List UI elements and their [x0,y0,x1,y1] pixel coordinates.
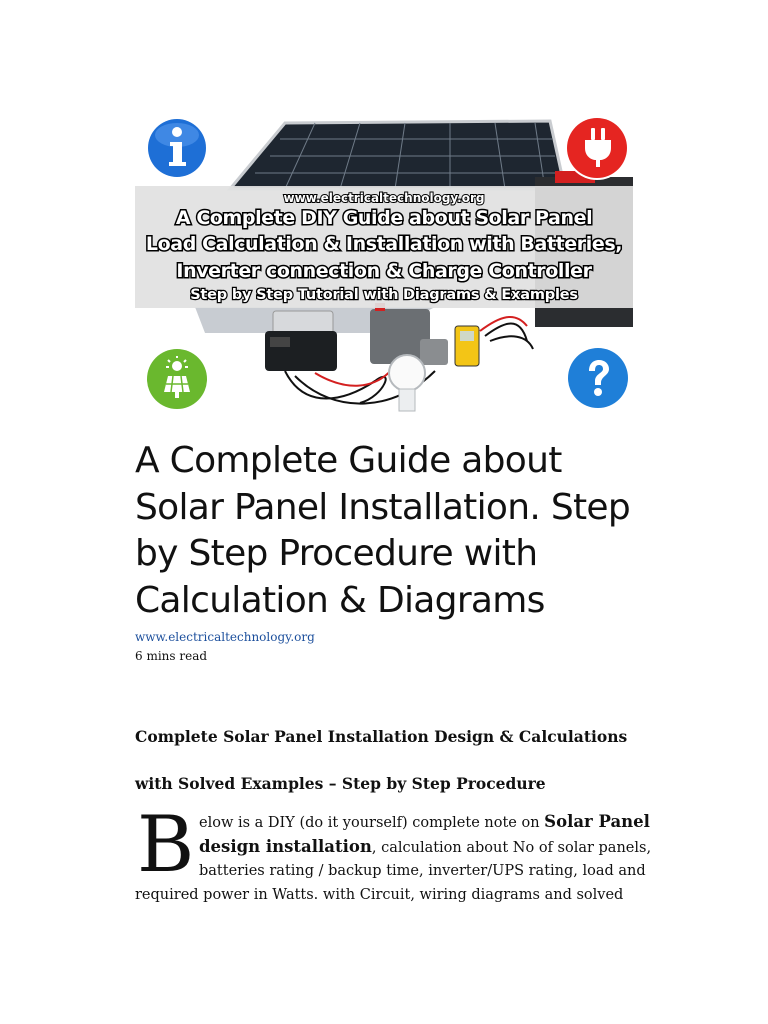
hero-image [135,111,633,415]
banner-url: www.electricaltechnology.org [283,191,485,205]
body-line-4: required power in Watts. with Circuit, wiring diagrams and solved [135,887,624,903]
article-title: A Complete Guide about Solar Panel Installation. Step by Step Procedure with Calculation & Diagrams [135,440,630,621]
article-subheading: Complete Solar Panel Installation Design & Calculations with Solved Examples – Step by Step Procedure [135,727,628,793]
banner-line-3: Inverter connection & Charge Controller [176,260,592,282]
body-line-1 [199,812,650,831]
read-time: 6 mins read [135,649,208,663]
drop-cap: B [137,800,195,890]
plug-icon [564,115,630,181]
banner-line-1: A Complete DIY Guide about Solar Panel [175,207,593,229]
banner-line-4: Step by Step Tutorial with Diagrams & Examples [190,287,578,303]
body-line-3: batteries rating / backup time, inverter/UPS rating, load and [199,863,646,879]
solar-panel-icon [144,346,210,412]
source-link[interactable]: www.electricaltechnology.org [135,630,315,644]
body-line-2 [199,837,651,856]
body-text: elow is a DIY (do it yourself) complete note on [199,815,545,831]
info-icon [144,115,210,181]
body-text: , calculation about No of solar panels, [371,840,652,856]
question-icon [565,345,631,411]
body-bold-text: Solar Panel [544,812,650,831]
banner-line-2: Load Calculation & Installation with Batteries, [145,233,623,255]
body-bold-text: design installation [199,837,372,856]
